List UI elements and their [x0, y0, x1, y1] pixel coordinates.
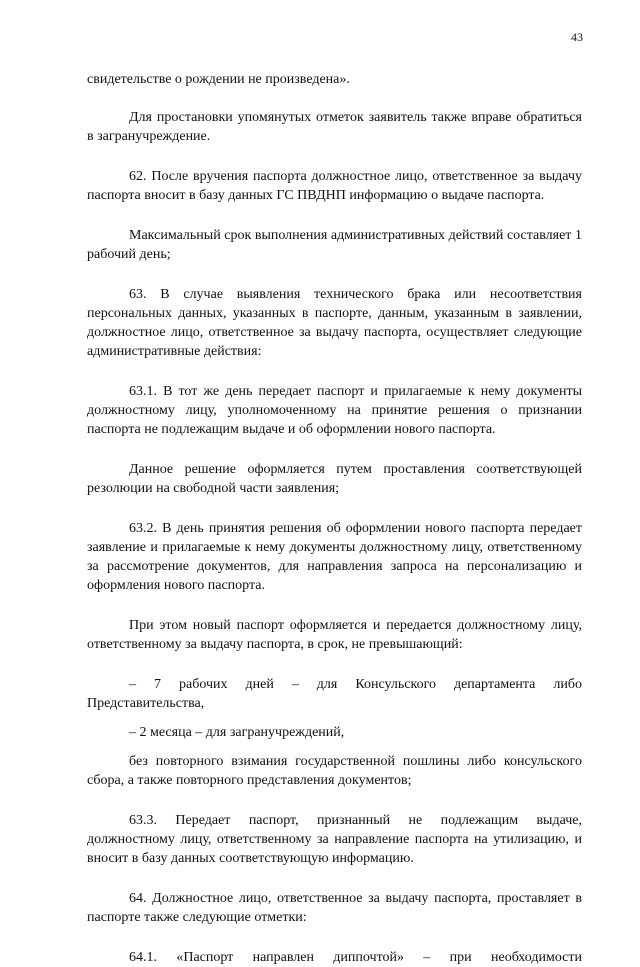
page-number: 43	[571, 30, 583, 44]
paragraph-decision: Данное решение оформляется путем проставления соответствующей резолюции на свободной части заявления;	[87, 462, 582, 496]
paragraph-62: 62. После вручения паспорта должностное лицо, ответственное за выдачу паспорта вносит в базу данных ГС ПВДНП информацию о выдаче паспорта.	[87, 169, 582, 203]
paragraph-63-3: 63.3. Передает паспорт, признанный не подлежащим выдаче, должностному лицу, ответственному за направление паспорта на утилизацию, и вносит в базу данных соответствующую информацию.	[87, 813, 582, 866]
paragraph-max-term: Максимальный срок выполнения административных действий составляет 1 рабочий день;	[87, 228, 582, 262]
paragraph-64-1: 64.1. «Паспорт направлен диппочтой» – при необходимости	[129, 950, 582, 965]
paragraph-63-1: 63.1. В тот же день передает паспорт и прилагаемые к нему документы должностному лицу, уполномоченному на принятие решения о признании паспорта не подлежащим выдаче и об оформлении нового паспорта.	[87, 384, 582, 437]
paragraph-new-passport: При этом новый паспорт оформляется и передается должностному лицу, ответственному за выдачу паспорта, в срок, не превышающий:	[87, 618, 582, 652]
list-item-7-days: – 7 рабочих дней – для Консульского департамента либо Представительства,	[87, 677, 582, 711]
paragraph-63-2: 63.2. В день принятия решения об оформлении нового паспорта передает заявление и прилагаемые к нему документы должностному лицу, ответственному за рассмотрение документов, для направления запроса на персонализацию и оформления нового паспорта.	[87, 521, 582, 593]
paragraph-application-option: Для простановки упомянутых отметок заявитель также вправе обратиться в загранучреждение.	[87, 110, 582, 144]
paragraph-continuation: свидетельстве о рождении не произведена».	[87, 72, 350, 87]
paragraph-no-fee: без повторного взимания государственной пошлины либо консульского сбора, а также повторного представления документов;	[87, 754, 582, 788]
paragraph-64: 64. Должностное лицо, ответственное за выдачу паспорта, проставляет в паспорте также следующие отметки:	[87, 891, 582, 925]
document-body	[87, 70, 582, 967]
paragraph-63: 63. В случае выявления технического брака или несоответствия персональных данных, указанных в паспорте, данным, указанным в заявлении, должностное лицо, ответственное за выдачу паспорта, осуществляет следующие административные действия:	[87, 287, 582, 359]
list-item-2-months: – 2 месяца – для загранучреждений,	[129, 725, 345, 740]
